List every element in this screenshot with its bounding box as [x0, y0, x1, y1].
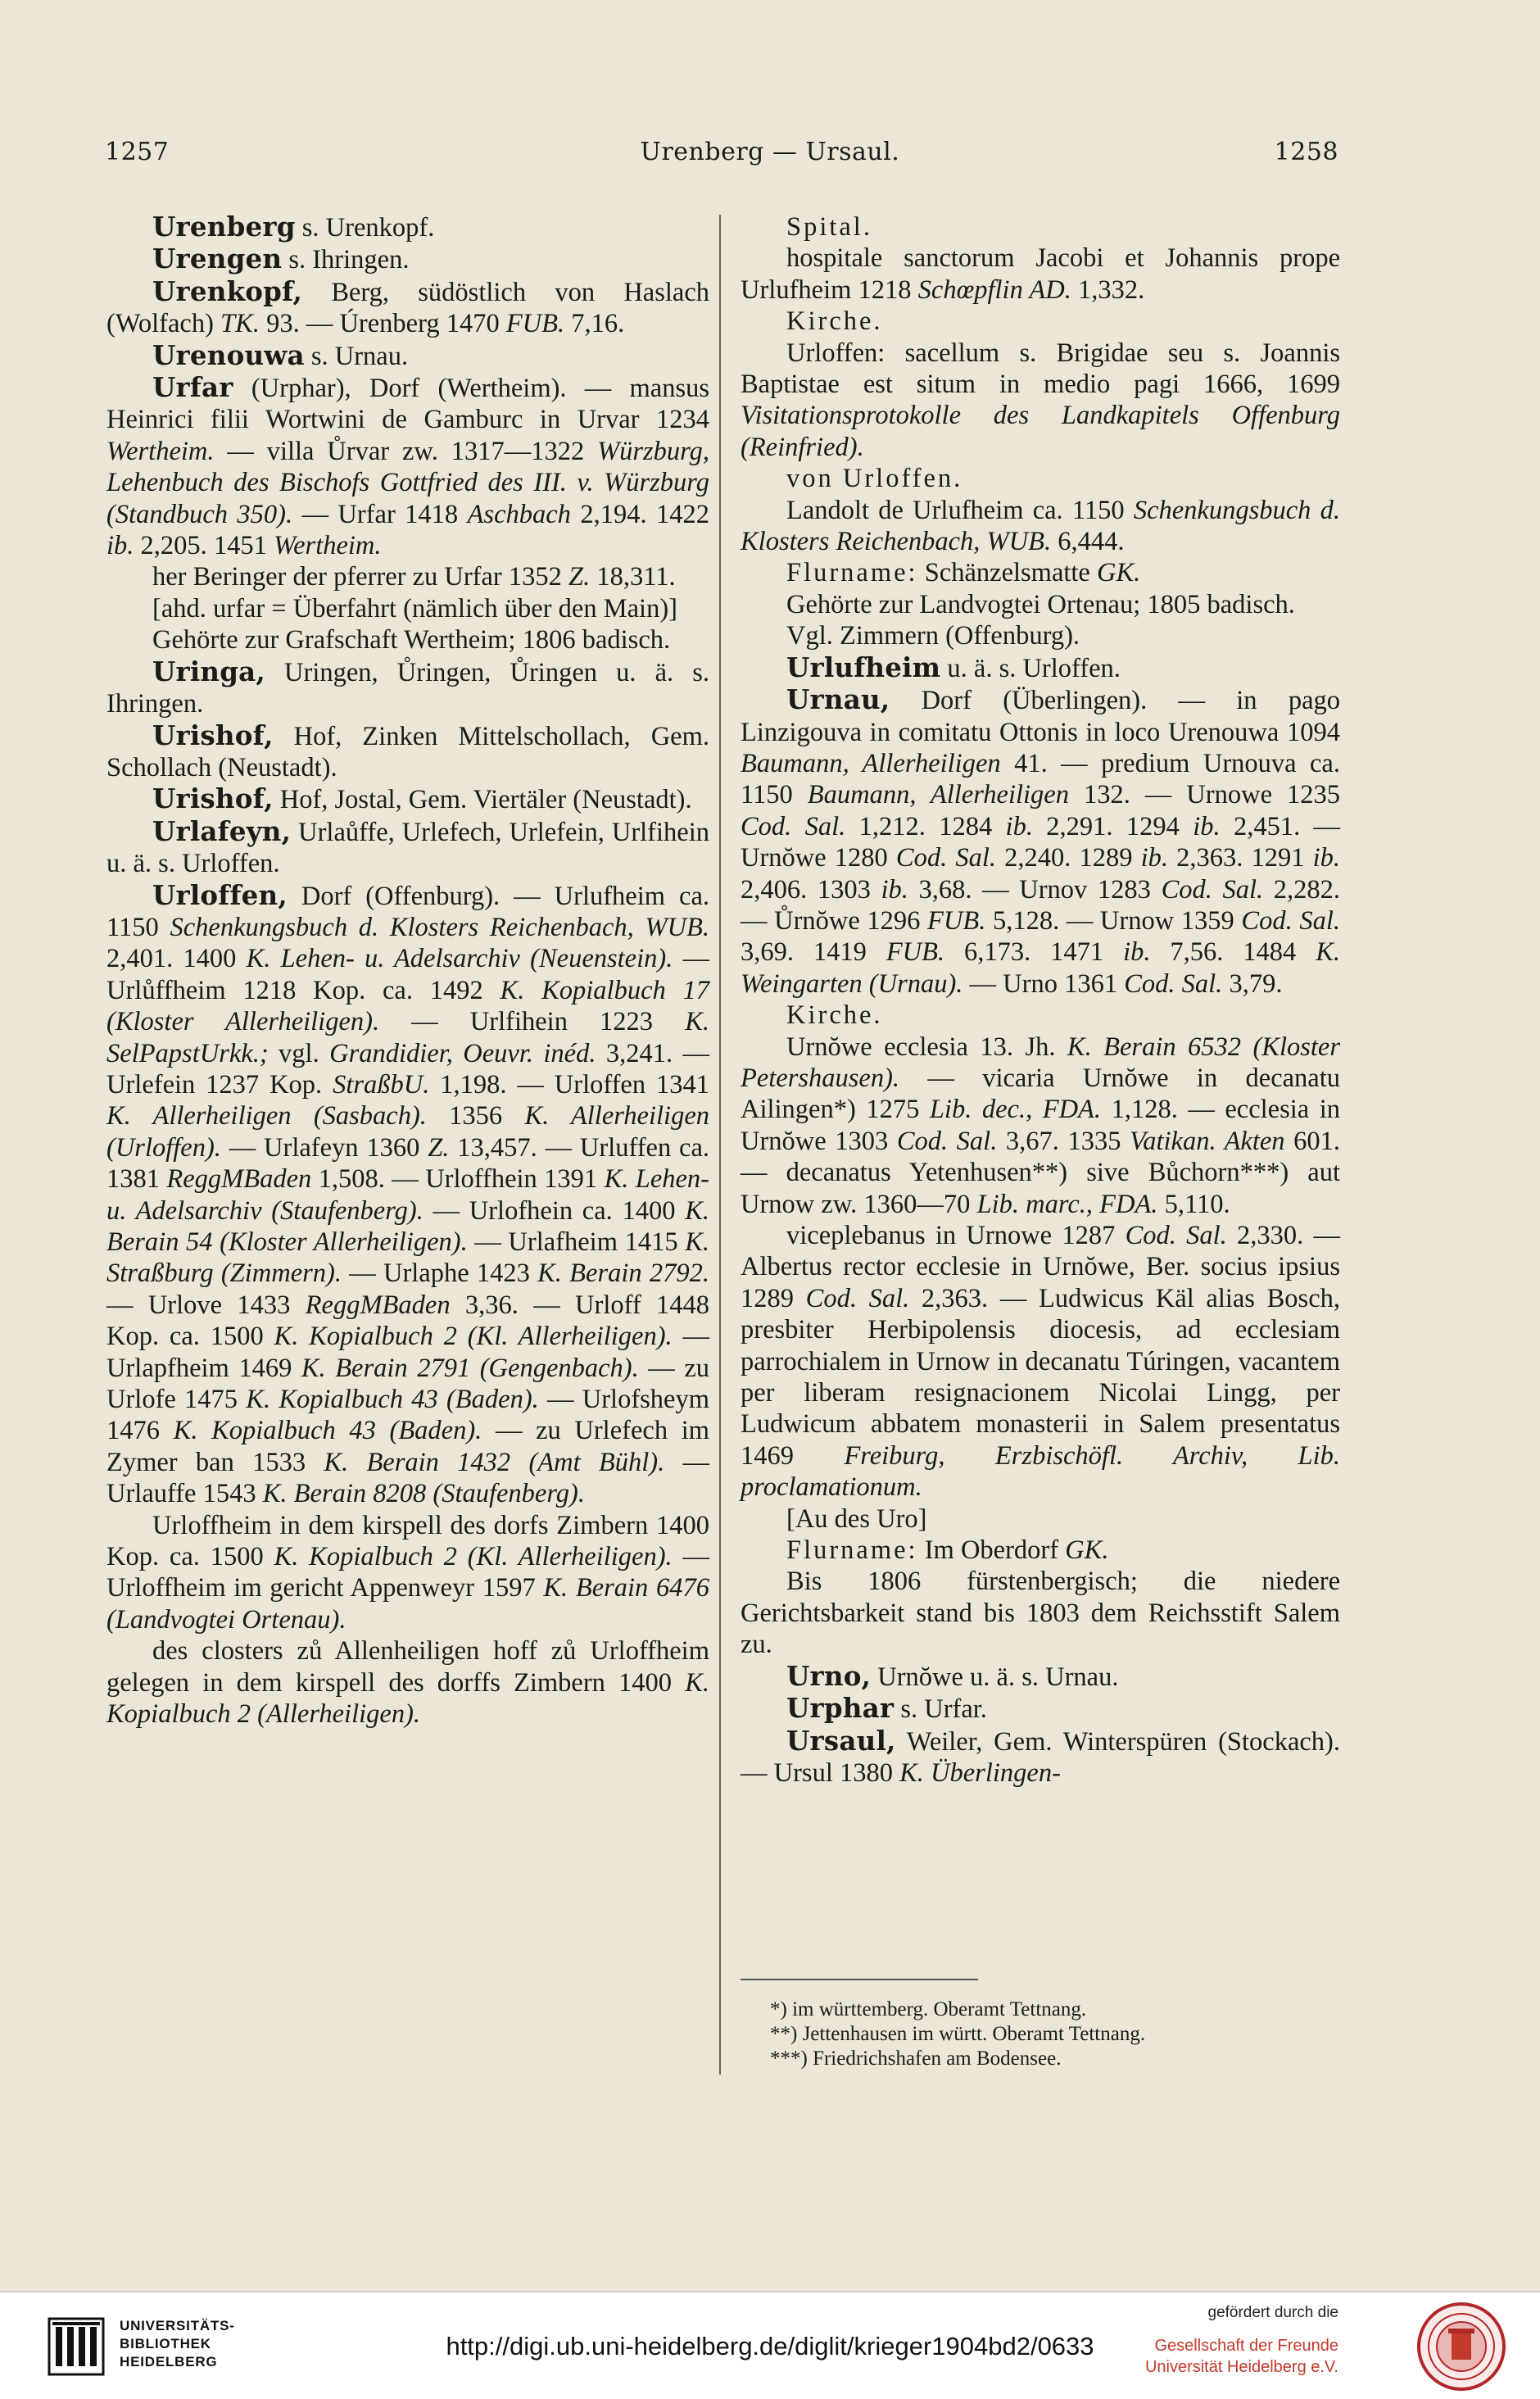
- entry-text: 2,363. 1291: [1168, 843, 1313, 873]
- entry-text: Urloffheim in dem kirspell des dorfs Zimbern 1400 Kop. ca. 1500: [106, 1510, 709, 1572]
- entry-text: Hof, Jostal, Gem. Viertäler (Neustadt).: [273, 785, 692, 815]
- entry-paragraph: [106, 1635, 709, 1730]
- entry-text: 5,110.: [1157, 1189, 1230, 1219]
- entry-text: 1356: [426, 1101, 525, 1131]
- entry-text: Bis 1806 fürstenbergisch; die niedere Gerichtsbarkeit stand bis 1803 dem Reichsstift Salem zu.: [741, 1567, 1340, 1660]
- section-label: Kirche.: [786, 306, 883, 337]
- source-citation: K. Straßburg (Zimmern).: [106, 1227, 709, 1289]
- source-citation: Visitationsprotokolle des Landkapitels Offenburg (Reinfried).: [741, 401, 1340, 462]
- entry-text: 2,330. — Albertus rector ecclesie in Urnŏwe, Ber. socius ipsius 1289: [741, 1221, 1340, 1313]
- source-citation: ib.: [881, 874, 908, 905]
- running-title: Urenberg — Ursaul.: [640, 138, 900, 166]
- entry-paragraph: [741, 463, 1340, 494]
- permalink-url[interactable]: http://digi.ub.uni-heidelberg.de/diglit/krieger1904bd2/0633: [446, 2332, 1094, 2360]
- entry-text: 1,128. — ecclesia in Urnŏwe 1303: [741, 1095, 1340, 1156]
- source-citation: Schenkungsbuch d. Klosters Reichenbach, WUB.: [170, 912, 710, 942]
- library-name-line: HEIDELBERG: [120, 2354, 218, 2370]
- entry-paragraph: [741, 652, 1340, 684]
- entry-paragraph: [106, 624, 709, 655]
- entry-text: 2,205. 1451: [134, 531, 274, 561]
- source-citation: K. Kopialbuch 43 (Baden).: [173, 1416, 482, 1446]
- source-citation: ReggMBaden: [166, 1164, 312, 1195]
- library-name-line: UNIVERSITÄTS-: [120, 2318, 235, 2333]
- entry-paragraph: [741, 1032, 1340, 1220]
- entry-headword: Urengen: [152, 243, 283, 275]
- entry-text: 2,451. — Urnŏwe 1280: [741, 811, 1341, 873]
- section-label: Spital.: [786, 212, 872, 242]
- column-divider: [719, 215, 721, 2075]
- entry-paragraph: [106, 340, 709, 372]
- entry-text: 2,194. 1422: [570, 499, 709, 529]
- entry-text: — Urno 1361: [962, 968, 1125, 999]
- entry-text: 2,363. — Ludwicus Käl alias Bosch, presbiter Herbipolensis diocesis, ad ecclesiam parrochialem in Urnow in decanatu Túringen, vacantem per liberam resignacionem Nicolai Lingg, per Ludwicum abbatem monasterii in Salem presentatus 1469: [741, 1283, 1340, 1471]
- source-citation: K. Berain 2792.: [537, 1258, 709, 1289]
- entry-headword: Urlafeyn,: [152, 814, 292, 847]
- entry-text: 5,128. — Urnow 1359: [985, 905, 1242, 936]
- source-citation: Cod. Sal.: [1125, 1221, 1227, 1250]
- entry-paragraph: [741, 338, 1340, 464]
- source-citation: K. Berain 1432 (Amt Bühl).: [324, 1447, 665, 1477]
- source-citation: GK.: [1065, 1535, 1109, 1566]
- sponsor-name: [1145, 2335, 1338, 2378]
- source-citation: K. Kopialbuch 17 (Kloster Allerheiligen).: [106, 975, 710, 1037]
- source-citation: ib.: [1193, 811, 1221, 841]
- entry-text: 601. — decanatus Yetenhusen**) sive Bůchorn***) aut Urnow zw. 1360—70: [741, 1126, 1340, 1219]
- source-citation: Baumann, Allerheiligen: [741, 748, 1001, 778]
- footnote: ***) Friedrichshafen am Bodensee.: [770, 2048, 1062, 2070]
- source-citation: ib.: [1005, 811, 1033, 841]
- library-name-line: BIBLIOTHEK: [120, 2336, 211, 2351]
- source-citation: FUB.: [886, 937, 945, 968]
- entry-text: s. Urfar.: [894, 1694, 987, 1725]
- entry-text: 2,406. 1303: [741, 874, 881, 905]
- entry-text: Urlaůffe, Urlefech, Urlefein, Urlfihein u. ä. s. Urloffen.: [106, 817, 709, 879]
- entry-text: Uringen, Ůringen, Ůringen u. ä. s. Ihringen.: [106, 657, 709, 719]
- entry-text: Vgl. Zimmern (Offenburg).: [786, 621, 1080, 651]
- entry-headword: Urenberg: [152, 211, 296, 243]
- entry-text: 2,291. 1294: [1032, 811, 1194, 841]
- entry-text: — Urlauffe 1543: [106, 1447, 710, 1509]
- entry-text: s. Ihringen.: [282, 245, 410, 275]
- source-citation: Baumann, Allerheiligen: [807, 780, 1069, 810]
- entry-text: — villa Ůrvar zw. 1317—1322: [214, 436, 598, 466]
- entry-text: viceplebanus in Urnowe 1287: [786, 1221, 1126, 1250]
- entry-text: 13,457. — Urluffen ca. 1381: [106, 1132, 710, 1195]
- entry-text: 3,241. — Urlefein 1237 Kop.: [106, 1038, 709, 1100]
- entry-paragraph: [106, 656, 709, 720]
- entry-text: — zu Urlefech im Zymer ban 1533: [106, 1416, 710, 1477]
- source-citation: StraßbU.: [333, 1069, 430, 1100]
- entry-text: 3,79.: [1222, 968, 1283, 999]
- entry-text: vgl.: [268, 1038, 330, 1068]
- entry-text: Urloffen: sacellum s. Brigidae seu s. Joannis Baptistae est situm in medio pagi 1666, 1699: [741, 338, 1340, 400]
- entry-text: — Urlůffheim 1218 Kop. ca. 1492: [106, 944, 709, 1005]
- source-citation: Aschbach: [467, 499, 571, 529]
- source-citation: ib.: [106, 531, 134, 561]
- entry-text: — Urlofsheym 1476: [106, 1385, 710, 1446]
- source-citation: Cod. Sal.: [1161, 874, 1264, 905]
- source-citation: K. Weingarten (Urnau).: [741, 937, 1341, 999]
- entry-text: 2,282. — Ůrnŏwe 1296: [741, 874, 1341, 936]
- entry-text: Weiler, Gem. Winterspüren (Stockach). — Ursul 1380: [741, 1726, 1340, 1788]
- entry-paragraph: [741, 211, 1340, 243]
- entry-text: 18,311.: [590, 562, 676, 592]
- entry-paragraph: [741, 684, 1340, 1000]
- entry-paragraph: [741, 589, 1340, 620]
- entry-paragraph: [741, 1535, 1340, 1566]
- right-page-number: 1258: [1274, 138, 1338, 166]
- source-citation: Freiburg, Erzbischöfl. Archiv, Lib. proclamationum.: [741, 1440, 1341, 1503]
- entry-text: Urnŏwe ecclesia 13. Jh.: [786, 1032, 1067, 1062]
- entry-text: — Urlofhein ca. 1400: [423, 1195, 686, 1226]
- entry-text: 7,16.: [564, 309, 625, 339]
- source-citation: Cod. Sal.: [895, 843, 996, 873]
- entry-text: her Beringer der pferrer zu Urfar 1352: [152, 562, 569, 592]
- source-citation: K. Berain 8208 (Staufenberg).: [262, 1479, 585, 1509]
- source-citation: Vatikan. Akten: [1130, 1126, 1285, 1156]
- university-seal-icon: [1415, 2301, 1507, 2392]
- source-citation: Cod. Sal.: [1124, 968, 1223, 999]
- source-citation: K. Berain 2791 (Gengenbach).: [301, 1353, 639, 1383]
- entry-headword: Urlufheim: [786, 651, 941, 683]
- entry-headword: Urnau,: [786, 683, 890, 716]
- entry-text: 7,56. 1484: [1150, 937, 1316, 968]
- source-citation: Schœpflin AD.: [917, 274, 1071, 305]
- entry-headword: Urenouwa: [152, 338, 305, 371]
- entry-headword: Urenkopf,: [152, 274, 303, 307]
- source-citation: K. Lehen- u. Adelsarchiv (Staufenberg).: [106, 1164, 709, 1226]
- entry-paragraph: [741, 1000, 1340, 1031]
- entry-text: Dorf (Überlingen). — in pago Linzigouva in comitatu Ottonis in loco Urenouwa 1094: [741, 686, 1340, 747]
- entry-paragraph: [741, 306, 1340, 337]
- entry-text: — Urlaphe 1423: [342, 1258, 538, 1289]
- source-citation: Cod. Sal.: [805, 1283, 910, 1313]
- source-citation: Lib. dec., FDA.: [929, 1095, 1102, 1125]
- entry-headword: Urloffen,: [152, 878, 288, 911]
- footnote: *) im württemberg. Oberamt Tettnang.: [770, 1998, 1087, 2020]
- entry-text: 132. — Urnowe 1235: [1068, 780, 1340, 810]
- source-citation: FUB.: [927, 905, 986, 936]
- entry-text: Gehörte zur Grafschaft Wertheim; 1806 badisch.: [152, 625, 671, 655]
- entry-paragraph: [741, 1726, 1340, 1789]
- entry-text: u. ä. s. Urloffen.: [940, 653, 1121, 683]
- source-citation: K. Kopialbuch 2 (Allerheiligen).: [106, 1667, 709, 1730]
- entry-text: Urnŏwe u. ä. s. Urnau.: [871, 1662, 1119, 1692]
- entry-text: 3,69. 1419: [741, 937, 886, 968]
- entry-headword: Urphar: [786, 1692, 895, 1725]
- section-label: Flurname:: [786, 1535, 918, 1566]
- source-citation: Wertheim.: [106, 436, 215, 466]
- entry-text: Hof, Zinken Mittelschollach, Gem. Schollach (Neustadt).: [106, 721, 709, 782]
- source-citation: FUB.: [505, 309, 565, 339]
- source-citation: K. Berain 54 (Kloster Allerheiligen).: [106, 1195, 709, 1257]
- entry-text: [Au des Uro]: [786, 1503, 927, 1534]
- entry-text: 6,173. 1471: [944, 937, 1124, 968]
- source-citation: K. Überlingen-: [899, 1757, 1061, 1788]
- section-label: Kirche.: [786, 1000, 883, 1031]
- source-citation: Cod. Sal.: [896, 1126, 998, 1156]
- entry-text: (Urphar), Dorf (Wertheim). — mansus Heinrici filii Wortwini de Gamburc in Urvar 1234: [106, 374, 709, 435]
- entry-text: — vicaria Urnŏwe in decanatu Ailingen*) 1275: [741, 1063, 1340, 1125]
- entry-paragraph: [106, 243, 709, 275]
- left-column: [106, 211, 709, 1730]
- entry-text: s. Urenkopf.: [295, 213, 435, 243]
- entry-text: — Urfar 1418: [292, 499, 468, 529]
- entry-paragraph: [741, 243, 1340, 306]
- entry-text: [ahd. urfar = Überfahrt (nämlich über den Main)]: [152, 593, 677, 624]
- entry-text: — Urlapfheim 1469: [106, 1322, 709, 1383]
- source-citation: K. SelPapstUrkk.;: [106, 1007, 709, 1068]
- entry-text: s. Urnau.: [304, 341, 409, 371]
- entry-text: Schänzelsmatte: [917, 558, 1097, 588]
- section-label: von Urloffen.: [786, 464, 963, 494]
- source-citation: GK.: [1097, 558, 1141, 588]
- entry-paragraph: [106, 593, 709, 624]
- source-citation: K. Allerheiligen (Sasbach).: [106, 1101, 427, 1131]
- source-citation: Grandidier, Oeuvr. inéd.: [329, 1038, 596, 1068]
- entry-text: 3,67. 1335: [997, 1126, 1130, 1156]
- entry-paragraph: [106, 783, 709, 815]
- entry-paragraph: [741, 495, 1340, 558]
- source-citation: Cod. Sal.: [741, 811, 846, 841]
- entry-paragraph: [106, 372, 709, 561]
- source-citation: Cod. Sal.: [1241, 905, 1340, 936]
- footnotes: [770, 1998, 1343, 2071]
- source-citation: K. Lehen- u. Adelsarchiv (Neuenstein).: [246, 944, 673, 974]
- entry-paragraph: [106, 561, 709, 592]
- entry-text: Dorf (Offenburg). — Urlufheim ca. 1150: [106, 881, 709, 942]
- source-citation: TK.: [220, 309, 260, 339]
- entry-paragraph: [106, 211, 709, 243]
- source-citation: Z.: [428, 1132, 450, 1163]
- entry-paragraph: [741, 1661, 1340, 1693]
- entry-text: des closters zů Allenheiligen hoff zů Urloffheim gelegen in dem kirspell des dorffs Zimbern 1400: [106, 1636, 709, 1698]
- source-citation: K. Berain 6532 (Kloster Petershausen).: [741, 1032, 1340, 1093]
- entry-headword: Urno,: [786, 1659, 872, 1692]
- entry-paragraph: [106, 720, 709, 784]
- entry-text: Gehörte zur Landvogtei Ortenau; 1805 badisch.: [786, 589, 1295, 619]
- source-citation: Z.: [568, 562, 591, 592]
- entry-text: hospitale sanctorum Jacobi et Johannis prope Urlufheim 1218: [741, 243, 1340, 305]
- entry-text: 2,401. 1400: [106, 944, 247, 974]
- entry-headword: Urfar: [152, 371, 233, 404]
- entry-text: Im Oberdorf: [917, 1535, 1066, 1566]
- entry-text: — Urlafheim 1415: [467, 1227, 686, 1257]
- entry-paragraph: [741, 1220, 1340, 1503]
- viewer-footer-bar: [0, 2291, 1540, 2399]
- left-page-number: 1257: [105, 138, 170, 166]
- source-citation: Lib. marc., FDA.: [976, 1189, 1158, 1219]
- entry-paragraph: [741, 1503, 1340, 1535]
- entry-text: — Urlafeyn 1360: [220, 1132, 428, 1163]
- entry-text: 6,444.: [1051, 527, 1125, 557]
- entry-text: — Urlove 1433: [106, 1290, 306, 1320]
- entry-paragraph: [741, 557, 1340, 588]
- source-citation: K. Kopialbuch 2 (Kl. Allerheiligen).: [274, 1322, 673, 1352]
- source-citation: ReggMBaden: [305, 1290, 451, 1320]
- entry-paragraph: [741, 620, 1340, 651]
- source-citation: ib.: [1140, 843, 1168, 873]
- sponsor-name-line: Gesellschaft der Freunde: [1154, 2337, 1338, 2355]
- entry-text: 1,508. — Urloffhein 1391: [311, 1164, 605, 1195]
- entry-headword: Uringa,: [152, 655, 265, 687]
- entry-headword: Ursaul,: [786, 1724, 896, 1757]
- entry-text: Landolt de Urlufheim ca. 1150: [786, 495, 1134, 525]
- source-citation: K. Berain 6476 (Landvogtei Ortenau).: [106, 1573, 709, 1635]
- sponsor-label: gefördert durch die: [1207, 2304, 1338, 2321]
- source-citation: K. Allerheiligen (Urloffen).: [106, 1101, 709, 1163]
- source-citation: Wertheim.: [274, 531, 382, 561]
- entry-text: — Urlfihein 1223: [379, 1007, 686, 1037]
- entry-paragraph: [106, 276, 709, 340]
- entry-text: 1,212. 1284: [845, 811, 1006, 841]
- entry-text: 41. — predium Urnouva ca. 1150: [741, 748, 1340, 810]
- entry-text: — Urloffheim im gericht Appenweyr 1597: [106, 1542, 709, 1603]
- entry-text: 3,68. — Urnov 1283: [908, 874, 1162, 905]
- entry-paragraph: [106, 816, 709, 880]
- source-citation: ib.: [1123, 937, 1151, 968]
- footnote-rule: [741, 1979, 978, 1980]
- entry-text: Berg, südöstlich von Haslach (Wolfach): [106, 277, 709, 339]
- entry-text: 93. — Úrenberg 1470: [259, 309, 506, 339]
- right-column: [741, 211, 1340, 1789]
- entry-text: 1,332.: [1071, 274, 1145, 305]
- footnote: **) Jettenhausen im württ. Oberamt Tettnang.: [770, 2023, 1146, 2045]
- sponsor-name-line: Universität Heidelberg e.V.: [1144, 2358, 1338, 2376]
- entry-text: 3,36. — Urloff 1448 Kop. ca. 1500: [106, 1290, 709, 1352]
- entry-paragraph: [741, 1693, 1340, 1725]
- section-label: Flurname:: [786, 558, 918, 588]
- source-citation: Schenkungsbuch d. Klosters Reichenbach, WUB.: [741, 495, 1340, 557]
- source-citation: K. Kopialbuch 2 (Kl. Allerheiligen).: [274, 1542, 673, 1572]
- entry-headword: Urishof,: [152, 719, 274, 751]
- entry-paragraph: [741, 1566, 1340, 1660]
- source-citation: ib.: [1312, 843, 1340, 873]
- entry-text: 1,198. — Urloffen 1341: [429, 1069, 710, 1100]
- entry-text: — zu Urlofe 1475: [106, 1353, 709, 1415]
- entry-headword: Urishof,: [152, 782, 274, 815]
- source-citation: Würzburg, Lehenbuch des Bischofs Gottfried des III. v. Würzburg (Standbuch 350).: [106, 436, 709, 529]
- entry-paragraph: [106, 880, 709, 1510]
- entry-paragraph: [106, 1510, 709, 1636]
- source-citation: K. Kopialbuch 43 (Baden).: [246, 1385, 539, 1415]
- entry-text: 2,240. 1289: [996, 843, 1141, 873]
